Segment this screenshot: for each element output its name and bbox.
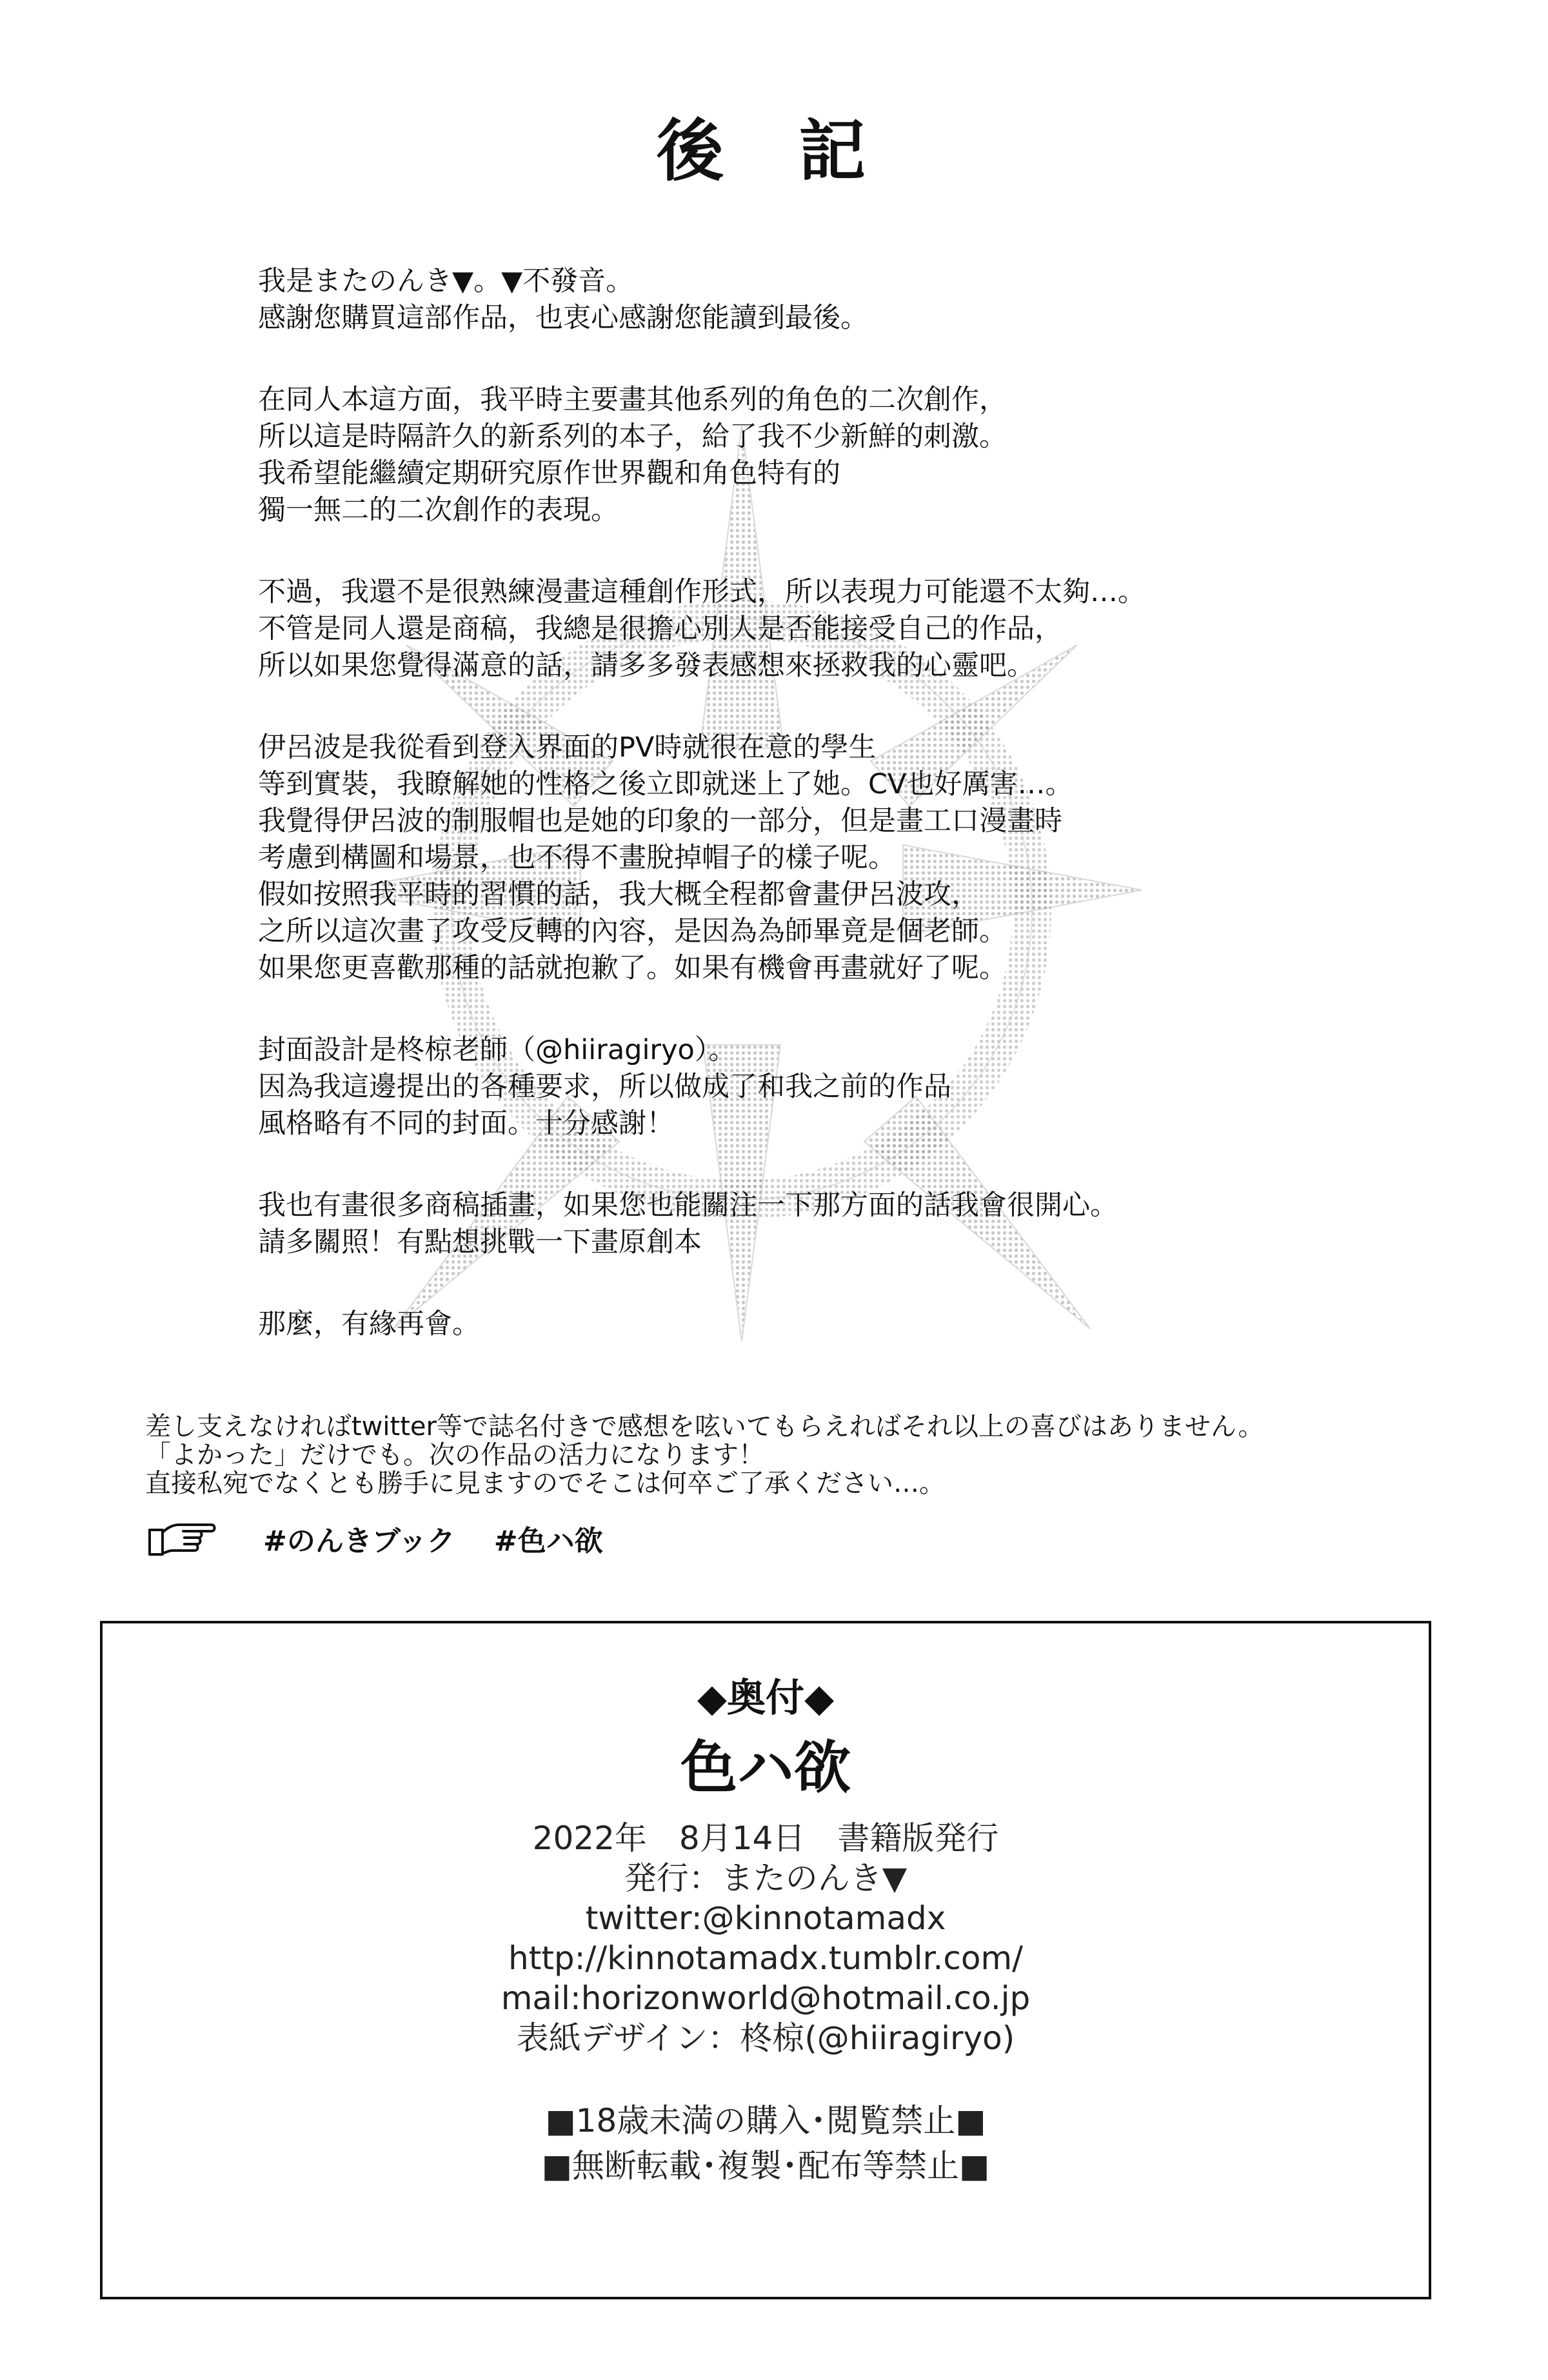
age-restriction-notice: ■18歳未満の購入･閲覧禁止■ <box>545 2102 986 2139</box>
text-line: 伊呂波是我從看到登入界面的PV時就很在意的學生 <box>258 731 877 764</box>
text-line: 風格略有不同的封面。十分感謝！ <box>258 1107 674 1140</box>
text-line: 我希望能繼續定期研究原作世界觀和角色特有的 <box>258 457 840 490</box>
book-title: 色ハ欲 <box>680 1734 851 1801</box>
note-line: 直接私宛でなくとも勝手に見ますのでそこは何卒ご了承ください…。 <box>145 1469 945 1498</box>
copyright-notice: ■無断転載･複製･配布等禁止■ <box>541 2147 990 2185</box>
email-address: mail:horizonworld@hotmail.co.jp <box>501 1979 1031 2017</box>
text-line: 不過，我還不是很熟練漫畫這種創作形式，所以表現力可能還不太夠…。 <box>258 576 1146 608</box>
note-line: 差し支えなければtwitter等で誌名付きで感想を呟いてもらえればそれ以上の喜びはありません。 <box>145 1412 1264 1442</box>
afterword-paragraph <box>258 729 1387 987</box>
text-line: 因為我這邊提出的各種要求，所以做成了和我之前的作品 <box>258 1071 951 1103</box>
colophon-heading: ◆奥付◆ <box>697 1676 835 1721</box>
text-line: 我是またのんき▼。▼不發音。 <box>258 265 634 297</box>
website-url: http://kinnotamadx.tumblr.com/ <box>508 1939 1023 1977</box>
text-line: 我也有畫很多商稿插畫，如果您也能關注一下那方面的話我會很開心。 <box>258 1189 1118 1222</box>
publish-date: 2022年 8月14日 書籍版発行 <box>532 1820 999 1857</box>
text-line: 封面設計是柊椋老師（@hiiragiryo）。 <box>258 1034 737 1066</box>
afterword-paragraph <box>258 1187 1387 1261</box>
text-line: 假如按照我平時的習慣的話，我大概全程都會畫伊呂波攻， <box>258 878 979 911</box>
text-line: 在同人本這方面，我平時主要畫其他系列的角色的二次創作， <box>258 384 1007 416</box>
text-line: 之所以這次畫了攻受反轉的內容，是因為為師畢竟是個老師。 <box>258 915 1007 947</box>
afterword-text <box>258 263 1387 1388</box>
cover-design-credit: 表紙デザイン：柊椋(@hiiragiryo) <box>516 2019 1015 2057</box>
text-line: 請多關照！有點想挑戰一下畫原創本 <box>258 1226 702 1258</box>
text-line: 所以如果您覺得滿意的話，請多多發表感想來拯救我的心靈吧。 <box>258 650 1035 682</box>
text-line: 如果您更喜歡那種的話就抱歉了。如果有機會再畫就好了呢。 <box>258 952 1007 984</box>
warnings <box>103 2098 1429 2188</box>
pointing-hand-icon <box>147 1518 218 1558</box>
afterword-paragraph <box>258 1032 1387 1142</box>
colophon-box <box>100 1621 1431 2299</box>
text-line: 不管是同人還是商稿，我總是很擔心別人是否能接受自己的作品， <box>258 613 1062 645</box>
hashtag: #色ハ欲 <box>493 1525 603 1558</box>
text-line: 那麼，有緣再會。 <box>258 1308 480 1340</box>
page-title: 後 記 <box>656 111 892 190</box>
twitter-handle: twitter:@kinnotamadx <box>585 1899 946 1937</box>
afterword-paragraph <box>258 574 1387 684</box>
afterword-paragraph <box>258 1306 1387 1343</box>
text-line: 所以這是時隔許久的新系列的本子，給了我不少新鮮的刺激。 <box>258 421 1007 453</box>
text-line: 等到實裝，我瞭解她的性格之後立即就迷上了她。CV也好厲害…。 <box>258 768 1073 800</box>
text-line: 考慮到構圖和場景，也不得不畫脫掉帽子的樣子呢。 <box>258 842 896 874</box>
publication-info <box>103 1818 1429 2058</box>
afterword-paragraph <box>258 382 1387 529</box>
feedback-note <box>145 1413 1435 1498</box>
text-line: 獨一無二的二次創作的表現。 <box>258 494 619 526</box>
publisher: 発行：またのんき▼ <box>624 1859 908 1897</box>
hashtag: #のんきブック <box>263 1525 455 1558</box>
text-line: 感謝您購買這部作品，也衷心感謝您能讀到最後。 <box>258 302 868 334</box>
text-line: 我覺得伊呂波的制服帽也是她的印象的一部分，但是畫工口漫畫時 <box>258 805 1062 837</box>
afterword-paragraph <box>258 263 1387 337</box>
hashtag-row <box>147 1516 642 1561</box>
note-line: 「よかった」だけでも。次の作品の活力になります！ <box>145 1440 764 1470</box>
